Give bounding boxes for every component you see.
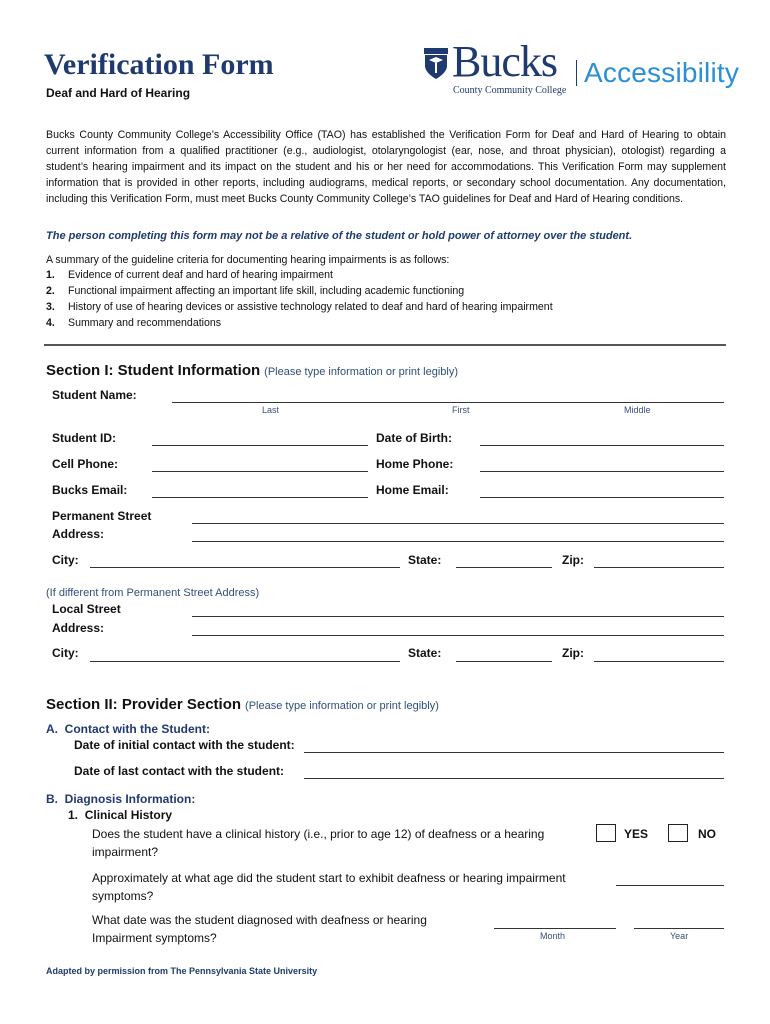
clinical-history-question: Does the student have a clinical history (i.e., prior to age 12) of deafness or a hearing impairment? xyxy=(92,827,545,859)
local-zip-field[interactable] xyxy=(594,661,724,662)
section2-note: (Please type information or print legibly) xyxy=(245,700,439,712)
criteria-item xyxy=(46,269,333,281)
last-name-caption: Last xyxy=(262,405,280,415)
local-address-label: Address: xyxy=(52,621,105,635)
city-field[interactable] xyxy=(90,567,400,568)
home-phone-field[interactable] xyxy=(480,471,724,472)
bucks-email-field[interactable] xyxy=(152,497,368,498)
criteria-text: Evidence of current deaf and hard of hearing impairment xyxy=(68,269,333,281)
state-label: State: xyxy=(408,553,442,567)
city-label: City: xyxy=(52,553,79,567)
state-field[interactable] xyxy=(456,567,552,568)
dob-label: Date of Birth: xyxy=(376,431,452,445)
section-divider xyxy=(44,344,726,346)
zip-field[interactable] xyxy=(594,567,724,568)
onset-age-field[interactable] xyxy=(616,885,724,886)
bucks-email-label: Bucks Email: xyxy=(52,483,128,497)
home-phone-label: Home Phone: xyxy=(376,457,454,471)
summary-intro: A summary of the guideline criteria for documenting hearing impairments is as follows: xyxy=(46,254,450,266)
diagnosis-date-question: What date was the student diagnosed with deafness or hearing Impairment symptoms? xyxy=(92,913,427,945)
relative-notice: The person completing this form may not be a relative of the student or hold power of attorney over the student. xyxy=(46,230,633,242)
permanent-street-label: Permanent Street xyxy=(52,509,152,523)
permanent-street-field-2[interactable] xyxy=(192,541,724,542)
cell-phone-field[interactable] xyxy=(152,471,368,472)
clinical-title: Clinical History xyxy=(84,808,173,822)
diagnosis-subheading xyxy=(46,792,195,806)
diagnosis-title: Diagnosis Information: xyxy=(64,792,196,806)
page-title: Verification Form xyxy=(44,48,274,81)
contact-title: Contact with the Student: xyxy=(64,722,210,736)
dob-field[interactable] xyxy=(480,445,724,446)
month-caption: Month xyxy=(540,931,566,941)
yes-label: YES xyxy=(624,827,649,841)
permanent-street-field-1[interactable] xyxy=(192,523,724,524)
local-street-field-2[interactable] xyxy=(192,635,724,636)
logo-divider xyxy=(576,60,577,86)
section1-note: (Please type information or print legibly) xyxy=(264,366,458,378)
local-street-field-1[interactable] xyxy=(192,616,724,617)
criteria-text: Summary and recommendations xyxy=(68,317,222,329)
student-name-field[interactable] xyxy=(172,402,724,403)
logo-bucks-wordmark: Bucks xyxy=(452,37,557,86)
student-id-label: Student ID: xyxy=(52,431,116,445)
criteria-text: History of use of hearing devices or assistive technology related to deaf and hard of hearing impairment xyxy=(68,301,553,313)
last-contact-field[interactable] xyxy=(304,778,724,779)
section1-title: Section I: Student Information xyxy=(46,362,261,379)
clinical-number: 1. xyxy=(68,808,79,822)
clinical-history-heading xyxy=(68,808,172,822)
yes-checkbox[interactable] xyxy=(596,824,616,842)
criteria-item xyxy=(46,285,464,297)
criteria-number: 2. xyxy=(46,285,55,297)
student-name-label: Student Name: xyxy=(52,388,137,402)
diagnosis-month-field[interactable] xyxy=(494,928,616,929)
onset-age-question: Approximately at what age did the student start to exhibit deafness or hearing impairment symptoms? xyxy=(92,871,566,903)
footer-attribution: Adapted by permission from The Pennsylvania State University xyxy=(46,966,318,976)
middle-name-caption: Middle xyxy=(624,405,651,415)
criteria-item xyxy=(46,301,553,313)
local-state-field[interactable] xyxy=(456,661,552,662)
local-street-label: Local Street xyxy=(52,602,121,616)
logo-college-name: County Community College xyxy=(453,85,567,96)
home-email-field[interactable] xyxy=(480,497,724,498)
intro-paragraph: Bucks County Community College’s Accessibility Office (TAO) has established the Verification Form for Deaf and Hard of Hearing to obtain current information from a qualified practitioner (e.g., audiologist, otolaryngologist (ear, nose, and throat physician), otologist) regarding a student’s hearing impairment and its impact on the student and his or her need for accommodations. This Verification Form may supplement information that is provided in other reports, including audiograms, medical reports, or secondary school documentation. Any documentation, including this Verification Form, must meet Bucks County Community College’s TAO guidelines for Deaf and Hard of Hearing conditions. xyxy=(46,129,726,205)
contact-subheading xyxy=(46,722,210,736)
permanent-address-label: Address: xyxy=(52,527,105,541)
first-name-caption: First xyxy=(452,405,470,415)
contact-letter: A. xyxy=(46,722,58,736)
no-checkbox[interactable] xyxy=(668,824,688,842)
section1-heading xyxy=(46,362,458,379)
criteria-number: 3. xyxy=(46,301,55,313)
no-label: NO xyxy=(698,827,716,841)
logo-accessibility: Accessibility xyxy=(584,57,740,88)
criteria-text: Functional impairment affecting an important life skill, including academic functioning xyxy=(68,285,465,297)
initial-contact-label: Date of initial contact with the student: xyxy=(74,738,295,752)
local-city-field[interactable] xyxy=(90,661,400,662)
local-zip-label: Zip: xyxy=(562,646,584,660)
section2-heading xyxy=(46,696,439,713)
local-state-label: State: xyxy=(408,646,442,660)
local-city-label: City: xyxy=(52,646,79,660)
year-caption: Year xyxy=(670,931,689,941)
zip-label: Zip: xyxy=(562,553,584,567)
cell-phone-label: Cell Phone: xyxy=(52,457,119,471)
criteria-number: 1. xyxy=(46,269,55,281)
if-different-note: (If different from Permanent Street Address) xyxy=(46,587,260,599)
diagnosis-letter: B. xyxy=(46,792,58,806)
section2-title: Section II: Provider Section xyxy=(46,696,242,713)
criteria-number: 4. xyxy=(46,317,55,329)
page-subtitle: Deaf and Hard of Hearing xyxy=(46,86,191,100)
last-contact-label: Date of last contact with the student: xyxy=(74,764,285,778)
diagnosis-year-field[interactable] xyxy=(634,928,724,929)
college-crest-icon xyxy=(424,48,448,80)
criteria-item xyxy=(46,317,221,329)
home-email-label: Home Email: xyxy=(376,483,449,497)
initial-contact-field[interactable] xyxy=(304,752,724,753)
student-id-field[interactable] xyxy=(152,445,368,446)
